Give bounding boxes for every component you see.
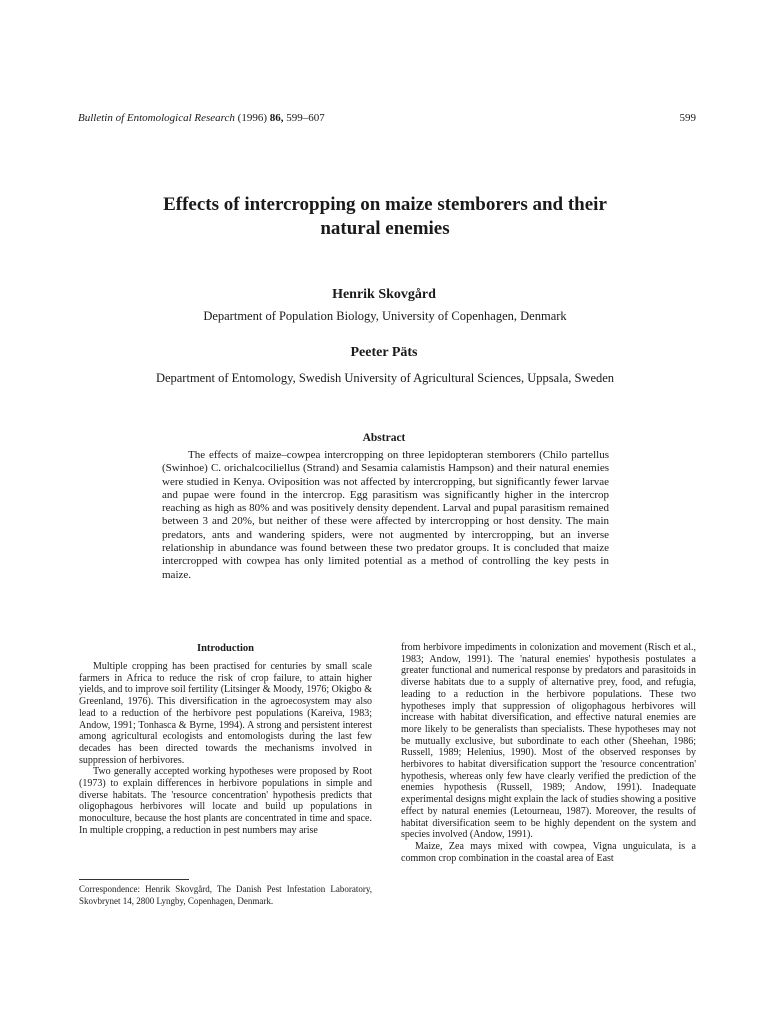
author-affiliation-2: Department of Entomology, Swedish University of Agricultural Sciences, Uppsala, Sweden [155, 371, 615, 385]
introduction-heading: Introduction [197, 643, 254, 654]
left-column [79, 642, 372, 837]
intro-paragraph-2-continued: from herbivore impediments in colonization and movement (Risch et al., 1983; Andow, 1991). The 'natural enemies' hypothesis postulates a greater functional and numerical response by predators and parasitoids in diverse habitats due to a supply of alternative prey, food, and refugia, leading to a reduction in the herbivore populations. These two hypotheses imply that suppression of oligophagous herbivores will increase with habitat diversification, and effective natural enemies are more likely to be generalists than specialists. These hypotheses may not be mutually exclusive, but subordinate to each other (Sheehan, 1986; Russell, 1989; Helenius, 1990). Most of the observed responses by herbivores to habitat diversification support the 'resource concentration' hypothesis, whereas only few have clearly verified the prediction of the enemies hypothesis (Russell, 1989; Andow, 1991). Inadequate experimental designs might explain the lack of studies showing a positive effect by natural enemies (Letourneau, 1987). Moreover, the results of habitat diversification seem to be highly dependent on the system and species involved (Andow, 1991). [401, 642, 696, 841]
abstract-heading: Abstract [362, 432, 406, 444]
journal-pages: 599–607 [286, 112, 325, 124]
abstract-text: The effects of maize–cowpea intercropping on three lepidopteran stemborers (Chilo partellus (Swinhoe) C. orichalcociliellus (Strand) and Sesamia calamistis Hampson) and their natural enemies were studied in Kenya. Oviposition was not affected by intercropping, but significantly fewer larvae and pupae were found in the intercrop. Egg parasitism was significantly higher in the intercrop reaching as high as 80% and was positively density dependent. Larval and pupal parasitism remained between 3 and 20%, but neither of these were affected by intercropping or host density. The main predators, ants and wandering spiders, were not augmented by intercropping, but an inverse relationship in abundance was found between these two predator groups. It is concluded that maize intercropped with cowpea has only limited potential as a method of controlling the key pests in maize. [162, 449, 609, 581]
footnote-rule [79, 879, 189, 880]
author-name-2: Peeter Päts [350, 345, 418, 360]
author-name-1: Henrik Skovgård [332, 287, 436, 302]
intro-paragraph-1: Multiple cropping has been practised for centuries by small scale farmers in Africa to reduce the risk of crop failure, to attain higher yields, and to improve soil fertility (Litsinger & Moody, 1976; Okigbo & Greenland, 1976). This diversification in the agroecosystem may also lead to a reduction of the herbivore pest populations (Kareiva, 1983; Andow, 1991; Tonhasca & Byrne, 1994). A strong and persistent interest among agricultural ecologists and entomologists during the last few decades has been directed towards the mechanisms involved in suppression of herbivores. [79, 661, 372, 766]
journal-name: Bulletin of Entomological Research [78, 112, 235, 124]
article-title: Effects of intercropping on maize stemborers and their natural enemies [163, 194, 607, 239]
author-affiliation-1: Department of Population Biology, University of Copenhagen, Denmark [203, 309, 567, 323]
journal-citation [78, 111, 325, 125]
journal-volume: 86, [269, 112, 284, 124]
page-number: 599 [679, 112, 696, 124]
correspondence-footnote: Correspondence: Henrik Skovgård, The Danish Pest Infestation Laboratory, Skovbrynet 14, 2800 Lyngby, Copenhagen, Denmark. [79, 884, 372, 906]
intro-paragraph-3: Maize, Zea mays mixed with cowpea, Vigna unguiculata, is a common crop combination in the coastal area of East [401, 840, 696, 864]
right-column [401, 642, 696, 864]
journal-year: (1996) [237, 112, 267, 124]
running-head [78, 111, 696, 127]
intro-paragraph-2: Two generally accepted working hypotheses were proposed by Root (1973) to explain differences in herbivore populations in simple and diverse habitats. The 'resource concentration' hypothesis predicts that oligophagous herbivores will locate and build up populations in monoculture, because the host plants are concentrated in time and space. In multiple cropping, a reduction in pest numbers may arise [79, 766, 372, 836]
